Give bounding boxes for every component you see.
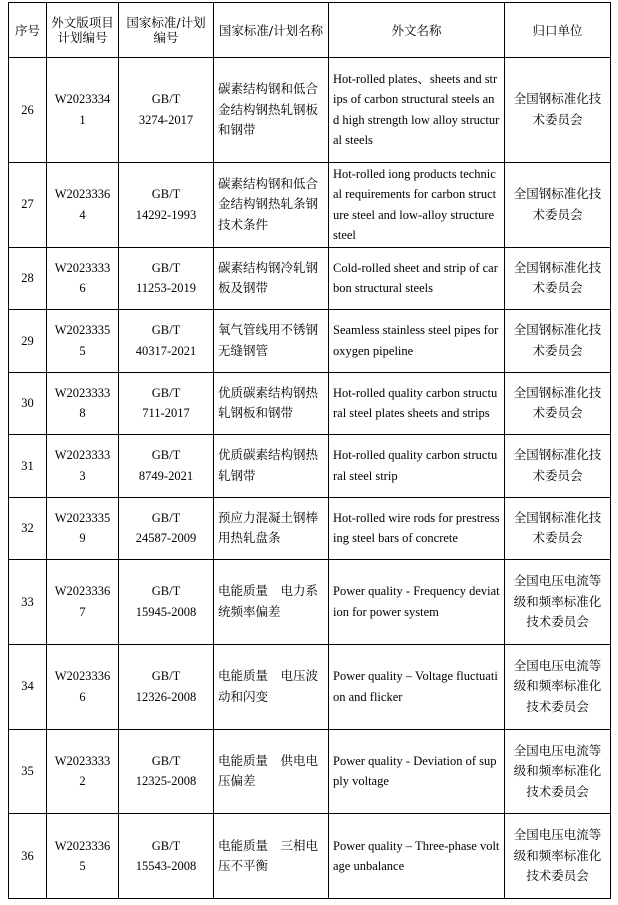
std-no-line: 15945-2008 (135, 604, 197, 619)
standards-table (8, 2, 611, 899)
plan-no-line: W2023333 (54, 753, 111, 768)
plan-no-cell (47, 644, 119, 729)
foreign-name-cell: Hot-rolled wire rods for prestressing steel bars of concrete (329, 497, 505, 560)
std-no-line: 24587-2009 (135, 531, 197, 546)
plan-no-cell (47, 814, 119, 899)
foreign-name-cell: Seamless stainless steel pipes for oxygen pipeline (329, 310, 505, 373)
plan-no-line: W2023336 (54, 187, 111, 202)
header-foreign-name: 外文名称 (329, 3, 505, 58)
std-no-line: GB/T (151, 753, 181, 768)
seq-cell: 32 (9, 497, 47, 560)
std-no-cell (119, 560, 214, 645)
std-name-cell: 优质碳素结构钢热轧钢带 (214, 435, 329, 498)
seq-cell: 29 (9, 310, 47, 373)
plan-no-cell (47, 435, 119, 498)
committee-cell: 全国电压电流等级和频率标准化技术委员会 (505, 644, 611, 729)
plan-no-line: W2023336 (54, 838, 111, 853)
std-no-cell (119, 58, 214, 163)
committee-cell: 全国钢标准化技术委员会 (505, 247, 611, 310)
header-row (9, 3, 611, 58)
std-no-line: 3274-2017 (138, 112, 194, 127)
plan-no-line: 3 (79, 468, 86, 483)
committee-cell: 全国钢标准化技术委员会 (505, 162, 611, 247)
plan-no-line: 6 (79, 281, 86, 296)
foreign-name-cell: Cold-rolled sheet and strip of carbon structural steels (329, 247, 505, 310)
table-row (9, 497, 611, 560)
plan-no-line: 9 (79, 531, 86, 546)
std-no-line: 11253-2019 (136, 281, 196, 296)
seq-cell: 30 (9, 372, 47, 435)
std-no-line: GB/T (151, 385, 181, 400)
committee-cell: 全国电压电流等级和频率标准化技术委员会 (505, 729, 611, 814)
committee-cell: 全国电压电流等级和频率标准化技术委员会 (505, 560, 611, 645)
std-no-line: 12326-2008 (135, 689, 197, 704)
header-std-name: 国家标准/计划名称 (214, 3, 329, 58)
foreign-name-cell: Power quality - Frequency deviation for power system (329, 560, 505, 645)
committee-cell: 全国钢标准化技术委员会 (505, 310, 611, 373)
table-row (9, 729, 611, 814)
std-no-line: GB/T (151, 669, 181, 684)
seq-cell: 33 (9, 560, 47, 645)
foreign-name-cell: Power quality - Deviation of supply voltage (329, 729, 505, 814)
std-no-line: 12325-2008 (135, 774, 197, 789)
std-name-cell: 电能质量 供电电压偏差 (214, 729, 329, 814)
std-no-cell (119, 435, 214, 498)
plan-no-line: 8 (79, 406, 86, 421)
plan-no-line: W2023336 (54, 669, 111, 684)
header-std-no: 国家标准/计划编号 (119, 3, 214, 58)
plan-no-line: W2023336 (54, 584, 111, 599)
foreign-name-cell: Hot-rolled quality carbon structural steel plates sheets and strips (329, 372, 505, 435)
std-no-line: GB/T (151, 838, 181, 853)
table-row (9, 644, 611, 729)
std-no-line: 711-2017 (142, 406, 190, 421)
plan-no-cell (47, 497, 119, 560)
std-no-line: GB/T (151, 448, 181, 463)
plan-no-cell (47, 560, 119, 645)
seq-cell: 34 (9, 644, 47, 729)
committee-cell: 全国钢标准化技术委员会 (505, 435, 611, 498)
committee-cell: 全国钢标准化技术委员会 (505, 58, 611, 163)
seq-cell: 36 (9, 814, 47, 899)
seq-cell: 35 (9, 729, 47, 814)
committee-cell: 全国电压电流等级和频率标准化技术委员会 (505, 814, 611, 899)
plan-no-line: 6 (79, 689, 86, 704)
header-seq: 序号 (9, 3, 47, 58)
table-row (9, 372, 611, 435)
std-no-line: 15543-2008 (135, 859, 197, 874)
plan-no-cell (47, 58, 119, 163)
std-no-cell (119, 644, 214, 729)
std-name-cell: 电能质量 电压波动和闪变 (214, 644, 329, 729)
std-no-cell (119, 729, 214, 814)
seq-cell: 27 (9, 162, 47, 247)
table-row (9, 247, 611, 310)
std-no-line: GB/T (151, 92, 181, 107)
plan-no-line: 1 (79, 112, 86, 127)
foreign-name-cell: Power quality – Three-phase voltage unbalance (329, 814, 505, 899)
seq-cell: 31 (9, 435, 47, 498)
std-no-cell (119, 372, 214, 435)
std-name-cell: 氧气管线用不锈钢无缝钢管 (214, 310, 329, 373)
foreign-name-cell: Hot-rolled plates、sheets and strips of carbon structural steels and high strength low alloy structural steels (329, 58, 505, 163)
std-no-cell (119, 162, 214, 247)
plan-no-line: W2023335 (54, 323, 111, 338)
std-name-cell: 预应力混凝土钢棒用热轧盘条 (214, 497, 329, 560)
foreign-name-cell: Power quality – Voltage fluctuation and flicker (329, 644, 505, 729)
plan-no-line: W2023334 (54, 92, 111, 107)
std-name-cell: 电能质量 电力系统频率偏差 (214, 560, 329, 645)
std-no-line: GB/T (151, 510, 181, 525)
plan-no-line: W2023333 (54, 448, 111, 463)
plan-no-line: 5 (79, 859, 86, 874)
std-no-line: GB/T (151, 323, 181, 338)
plan-no-cell (47, 247, 119, 310)
std-no-cell (119, 247, 214, 310)
plan-no-line: 5 (79, 343, 86, 358)
std-no-line: 40317-2021 (135, 343, 197, 358)
foreign-name-cell: Hot-rolled quality carbon structural steel strip (329, 435, 505, 498)
table-row (9, 560, 611, 645)
std-name-cell: 碳素结构钢冷轧钢板及钢带 (214, 247, 329, 310)
plan-no-line: W2023333 (54, 260, 111, 275)
plan-no-cell (47, 729, 119, 814)
std-name-cell: 电能质量 三相电压不平衡 (214, 814, 329, 899)
header-plan-no: 外文版项目计划编号 (47, 3, 119, 58)
std-no-cell (119, 497, 214, 560)
committee-cell: 全国钢标准化技术委员会 (505, 497, 611, 560)
plan-no-cell (47, 310, 119, 373)
header-committee: 归口单位 (505, 3, 611, 58)
plan-no-line: 4 (79, 207, 86, 222)
std-name-cell: 碳素结构钢和低合金结构钢热轧条钢技术条件 (214, 162, 329, 247)
seq-cell: 26 (9, 58, 47, 163)
plan-no-line: W2023335 (54, 510, 111, 525)
table-row (9, 310, 611, 373)
plan-no-line: W2023333 (54, 385, 111, 400)
std-no-cell (119, 814, 214, 899)
table-row (9, 435, 611, 498)
plan-no-cell (47, 372, 119, 435)
committee-cell: 全国钢标准化技术委员会 (505, 372, 611, 435)
std-no-line: 14292-1993 (135, 207, 197, 222)
table-row (9, 814, 611, 899)
foreign-name-cell: Hot-rolled iong products technical requirements for carbon structure steel and low-alloy structure steel (329, 162, 505, 247)
plan-no-line: 2 (79, 774, 86, 789)
std-no-line: 8749-2021 (138, 468, 194, 483)
std-no-line: GB/T (151, 187, 181, 202)
std-no-line: GB/T (151, 260, 181, 275)
plan-no-cell (47, 162, 119, 247)
std-no-line: GB/T (151, 584, 181, 599)
std-name-cell: 优质碳素结构钢热轧钢板和钢带 (214, 372, 329, 435)
table-row (9, 58, 611, 163)
seq-cell: 28 (9, 247, 47, 310)
plan-no-line: 7 (79, 604, 86, 619)
std-no-cell (119, 310, 214, 373)
std-name-cell: 碳素结构钢和低合金结构钢热轧钢板和钢带 (214, 58, 329, 163)
table-row (9, 162, 611, 247)
